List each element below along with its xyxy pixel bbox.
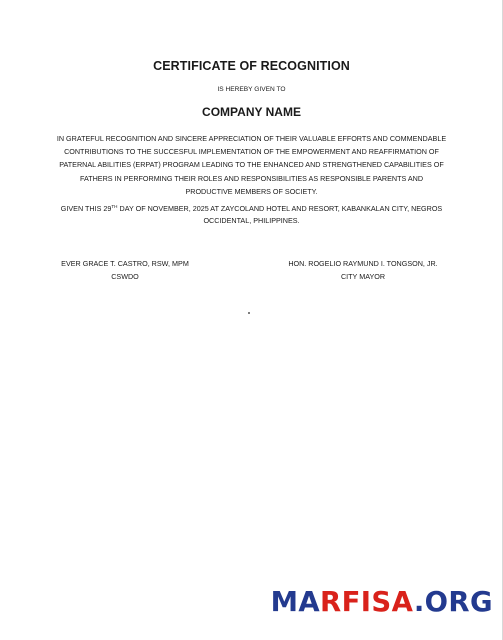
given-to-label: IS HEREBY GIVEN TO — [217, 86, 286, 93]
marfisa-watermark-logo — [271, 586, 493, 618]
logo-part-org: .ORG — [413, 586, 493, 618]
signatory-left-name: EVER GRACE T. CASTRO, RSW, MPM — [61, 259, 189, 268]
signatory-right-position: CITY MAYOR — [340, 271, 386, 281]
stray-dot — [248, 312, 250, 314]
given-date-location — [40, 203, 463, 228]
logo-part-ma: MA — [270, 586, 321, 618]
signatory-left-position: CSWDO — [111, 271, 139, 281]
signatory-right-name: HON. ROGELIO RAYMUND I. TONGSON, JR. — [288, 259, 438, 268]
given-date-rest: DAY OF NOVEMBER, 2025 AT ZAYCOLAND HOTEL AND RESORT, KABANKALAN CITY, NEGROS OCCIDENTAL, PHILIPPINES. — [117, 204, 443, 226]
logo-part-rfisa: RFISA — [320, 586, 414, 618]
signatory-right — [280, 258, 446, 283]
given-date-prefix: GIVEN THIS 29 — [60, 204, 112, 213]
signatory-left — [54, 258, 196, 283]
recipient-name: COMPANY NAME — [202, 105, 301, 119]
recognition-text: IN GRATEFUL RECOGNITION AND SINCERE APPRECIATION OF THEIR VALUABLE EFFORTS AND COMMENDABLE CONTRIBUTIONS TO THE SUCCESFUL IMPLEMENTATION OF THE EMPOWERMENT AND REAFFIRMATION OF PATERNAL ABILITIES (ERPAT) PROGRAM LEADING TO THE ENHANCED AND STRENGTHENED CAPABILITIES OF FATHERS IN PERFORMING THEIR ROLES AND RESPONSIBILITIES AS RESPONSIBLE PARENTS AND PRODUCTIVE MEMBERS OF SOCIETY. — [56, 134, 447, 196]
given-date-ordinal: TH — [111, 204, 118, 209]
certificate-title: CERTIFICATE OF RECOGNITION — [153, 59, 350, 73]
